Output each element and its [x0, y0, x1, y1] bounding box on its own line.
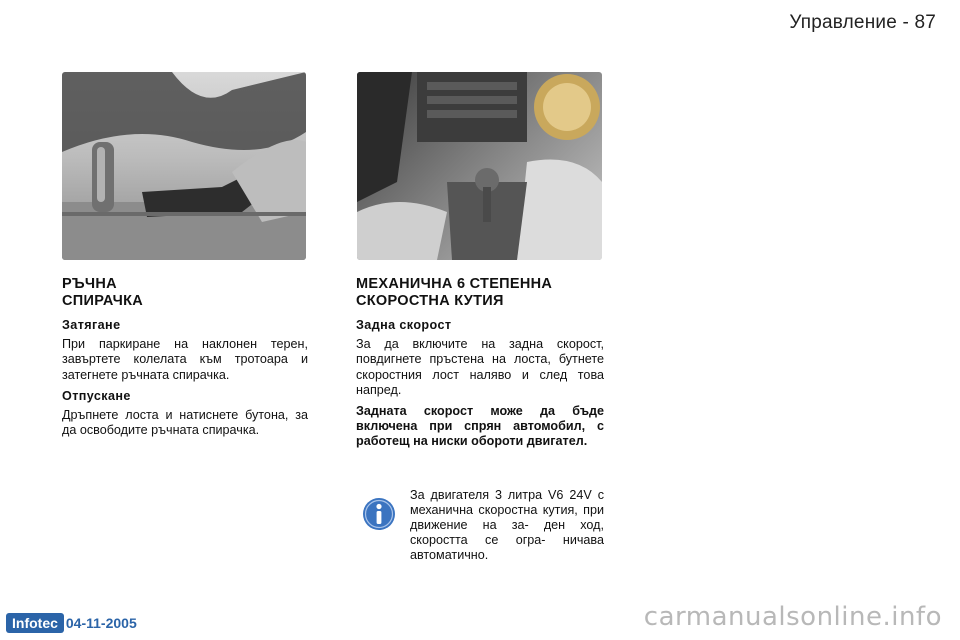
- apply-subheading: Затягане: [62, 318, 121, 332]
- gearbox-text: [356, 318, 604, 456]
- gearbox-title: [356, 276, 552, 310]
- gearbox-photo: [357, 72, 602, 260]
- page-title: Управление - 87: [789, 12, 936, 33]
- info-note: За двигателя 3 литра V6 24V с механична скоростна кутия, при движение на за- ден ход, скоростта се огра- ничава автоматично.: [410, 488, 604, 562]
- reverse-subheading: Задна скорост: [356, 318, 452, 332]
- handbrake-text: [62, 318, 308, 444]
- release-subheading: Отпускане: [62, 388, 131, 403]
- reverse-paragraph: За да включите на задна скорост, повдигнете пръстена на лоста, бутнете скоростния лост наляво и след това напред.: [356, 337, 604, 397]
- handbrake-title: [62, 276, 143, 310]
- footer-badge: [6, 612, 137, 634]
- print-date: 04-11-2005: [65, 615, 137, 631]
- info-icon: [362, 497, 396, 531]
- handbrake-title-line1: РЪЧНА: [62, 276, 117, 292]
- handbrake-photo: [62, 72, 306, 260]
- release-paragraph: Дръпнете лоста и натиснете бутона, за да освободите ръчната спирачка.: [62, 408, 308, 438]
- handbrake-title-line2: СПИРАЧКА: [62, 293, 143, 309]
- infotec-logo: Infotec: [6, 613, 64, 633]
- reverse-warning: Задната скорост може да бъде включена при спрян автомобил, с работещ на ниски обороти двигател.: [356, 404, 604, 449]
- apply-paragraph: При паркиране на наклонен терен, завъртете колелата към тротоара и затегнете ръчната спирачка.: [62, 337, 308, 382]
- gearbox-title-line1: МЕХАНИЧНА 6 СТЕПЕННА: [356, 276, 553, 292]
- gearbox-title-line2: СКОРОСТНА КУТИЯ: [356, 293, 504, 309]
- watermark: carmanualsonline.info: [643, 602, 942, 632]
